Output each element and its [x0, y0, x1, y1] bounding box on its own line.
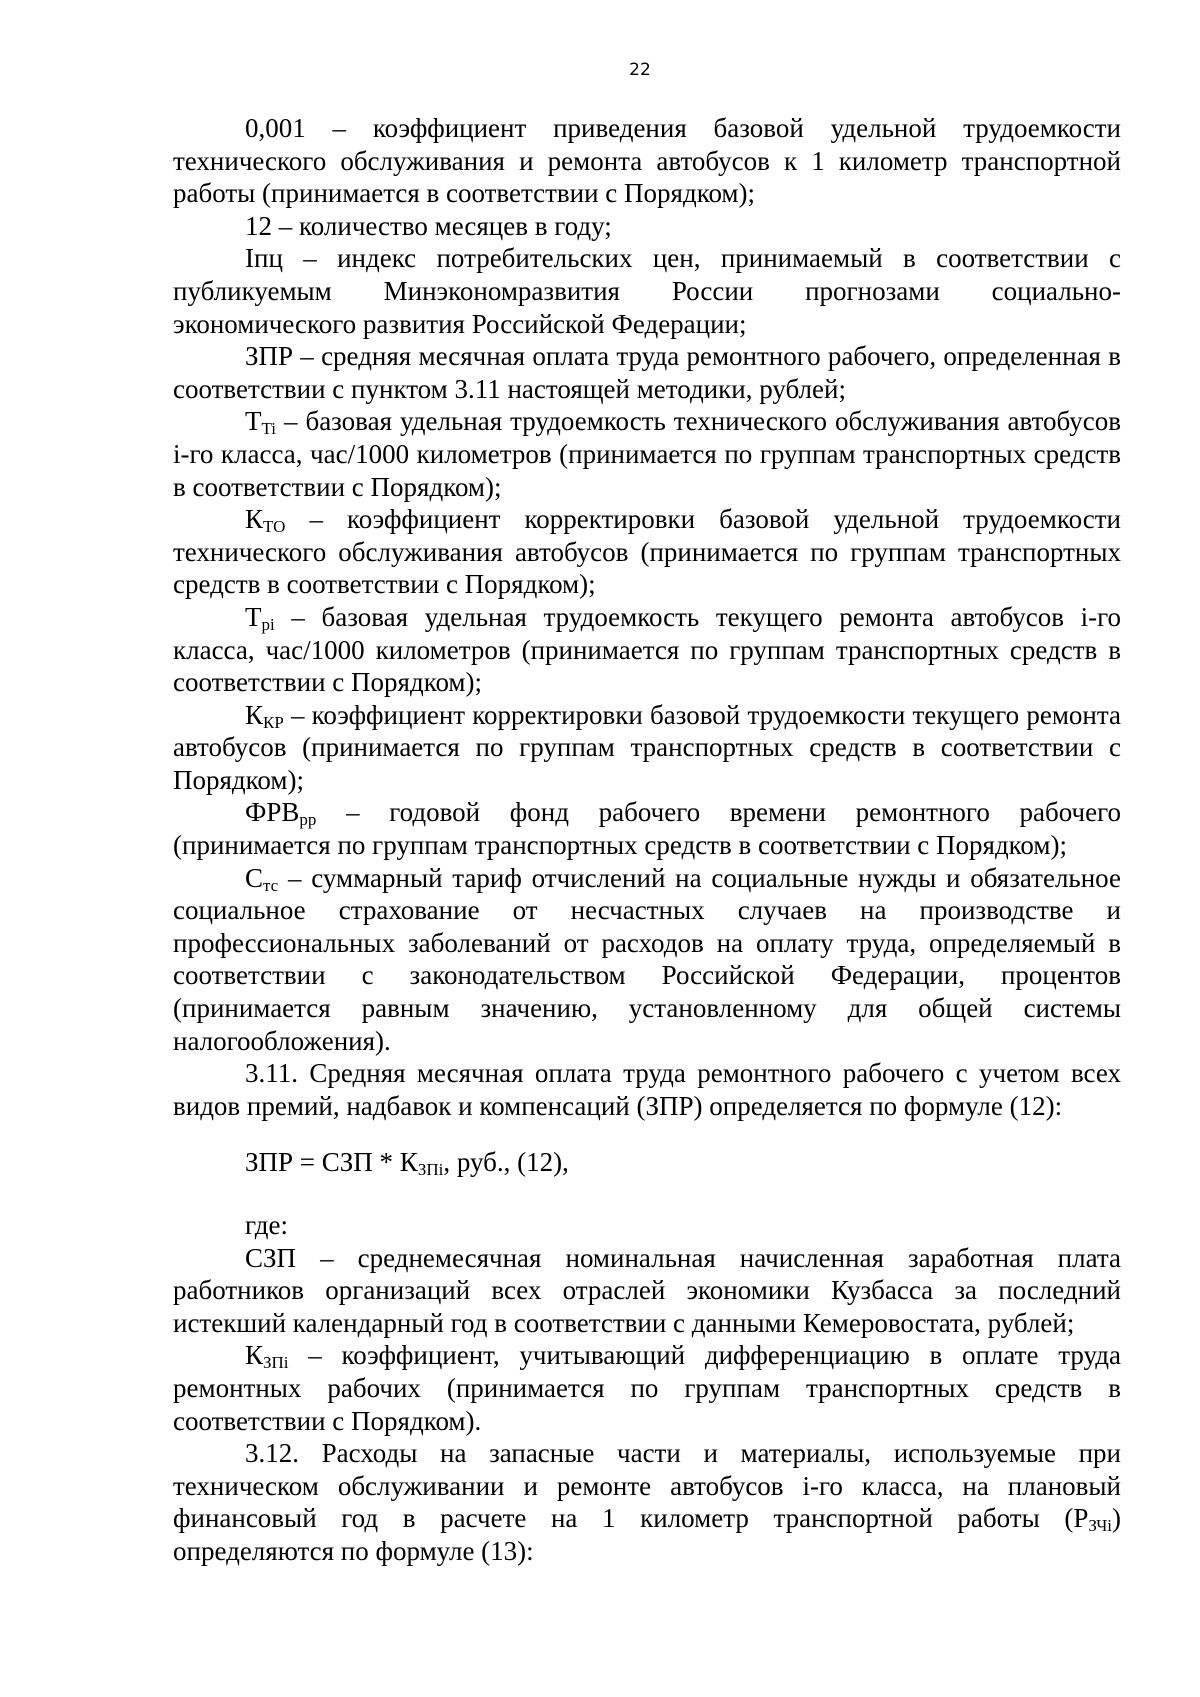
paragraph-section-3-12: [173, 1437, 1121, 1567]
subscript: тс: [263, 875, 279, 895]
paragraph-ctc-definition: [173, 862, 1121, 1058]
paragraph-kkr-definition: [173, 699, 1121, 797]
formula-left: ЗПР = СЗП * К: [245, 1147, 418, 1178]
document-body: [173, 112, 1121, 1568]
paragraph-zpr-definition: ЗПР – средняя месячная оплата труда ремонтного рабочего, определенная в соответствии с пунктом 3.11 настоящей методики, рублей;: [173, 341, 1121, 404]
paragraph-coefficient-0001: 0,001 – коэффициент приведения базовой удельной трудоемкости технического обслуживания и ремонта автобусов к 1 километр транспортной работы (принимается в соответствии с Порядком);: [173, 113, 1121, 209]
definition-text: – базовая удельная трудоемкость технического обслуживания автобусов i-го класса, час/1000 километров (принимается по группам транспортных средств в соответствии с Порядком);: [173, 406, 1121, 502]
symbol: С: [245, 862, 264, 893]
formula-right: , руб., (12),: [443, 1147, 569, 1178]
subscript: ЗПi: [263, 1353, 289, 1373]
definition-text: – суммарный тариф отчислений на социальные нужды и обязательное социальное страхование от несчастных случаев на производстве и профессиональных заболеваний от расходов на оплату труда, определяемый в соответствии с законодательством Российской Федерации, процентов (принимается равным значению, установленному для общей системы налогообложения).: [173, 862, 1121, 1056]
subscript: рi: [261, 614, 275, 634]
definition-text: – коэффициент корректировки базовой удельной трудоемкости технического обслуживания автобусов (принимается по группам транспортных средств в соответствии с Порядком);: [173, 504, 1121, 600]
section-text-end: ) определяются по формуле (13):: [173, 1503, 1121, 1566]
paragraph-tti-definition: [173, 405, 1121, 503]
subscript: ТО: [263, 517, 286, 537]
symbol: ФРВ: [245, 797, 300, 828]
definition-text: – коэффициент, учитывающий дифференциацию в оплате труда ремонтных рабочих (принимается по группам транспортных средств в соответствии с Порядком).: [173, 1340, 1121, 1436]
symbol: Т: [245, 406, 262, 437]
subscript: ЗЧi: [1088, 1516, 1112, 1536]
where-label: где:: [245, 1210, 288, 1240]
symbol: К: [245, 1340, 264, 1371]
paragraph-kto-definition: [173, 503, 1121, 601]
paragraph-tpi-definition: [173, 601, 1121, 699]
subscript: рр: [299, 810, 317, 830]
section-text-start: 3.12. Расходы на запасные части и материалы, используемые при техническом обслуживании и ремонте автобусов i-го класса, на плановый финансовый год в расчете на 1 километр транспортной работы (Р: [173, 1438, 1121, 1534]
formula-subscript: ЗПi: [417, 1160, 444, 1180]
definition-text: – базовая удельная трудоемкость текущего ремонта автобусов i-го класса, час/1000 километров (принимается по группам транспортных средств в соответствии с Порядком);: [173, 601, 1121, 698]
page-number: 22: [629, 60, 651, 80]
paragraph-szp-definition: СЗП – среднемесячная номинальная начисленная заработная плата работников организаций всех отраслей экономики Кузбасса за последний истекший календарный год в соответствии с данными Кемеровостата, рублей;: [173, 1242, 1121, 1338]
paragraph-consumer-price-index: Iпц – индекс потребительских цен, принимаемый в соответствии с публикуемым Минэкономразвития России прогнозами социально-экономического развития Российской Федерации;: [173, 243, 1121, 339]
definition-text: – годовой фонд рабочего времени ремонтного рабочего (принимается по группам транспортных средств в соответствии с Порядком);: [173, 797, 1121, 861]
paragraph-months-per-year: 12 – количество месяцев в году;: [245, 210, 612, 241]
symbol: Т: [245, 601, 262, 632]
paragraph-frv-definition: [173, 796, 1121, 861]
definition-text: – коэффициент корректировки базовой трудоемкости текущего ремонта автобусов (принимается по группам транспортных средств в соответствии с Порядком);: [173, 699, 1121, 795]
subscript: КР: [263, 712, 284, 732]
paragraph-section-3-11: 3.11. Средняя месячная оплата труда ремонтного рабочего с учетом всех видов премий, надбавок и компенсаций (ЗПР) определяется по формуле (12):: [173, 1058, 1121, 1121]
formula-12: [173, 1146, 1121, 1179]
symbol: К: [245, 699, 264, 730]
subscript: Ti: [261, 419, 277, 439]
symbol: К: [245, 504, 264, 535]
paragraph-kzpi-definition: [173, 1339, 1121, 1437]
